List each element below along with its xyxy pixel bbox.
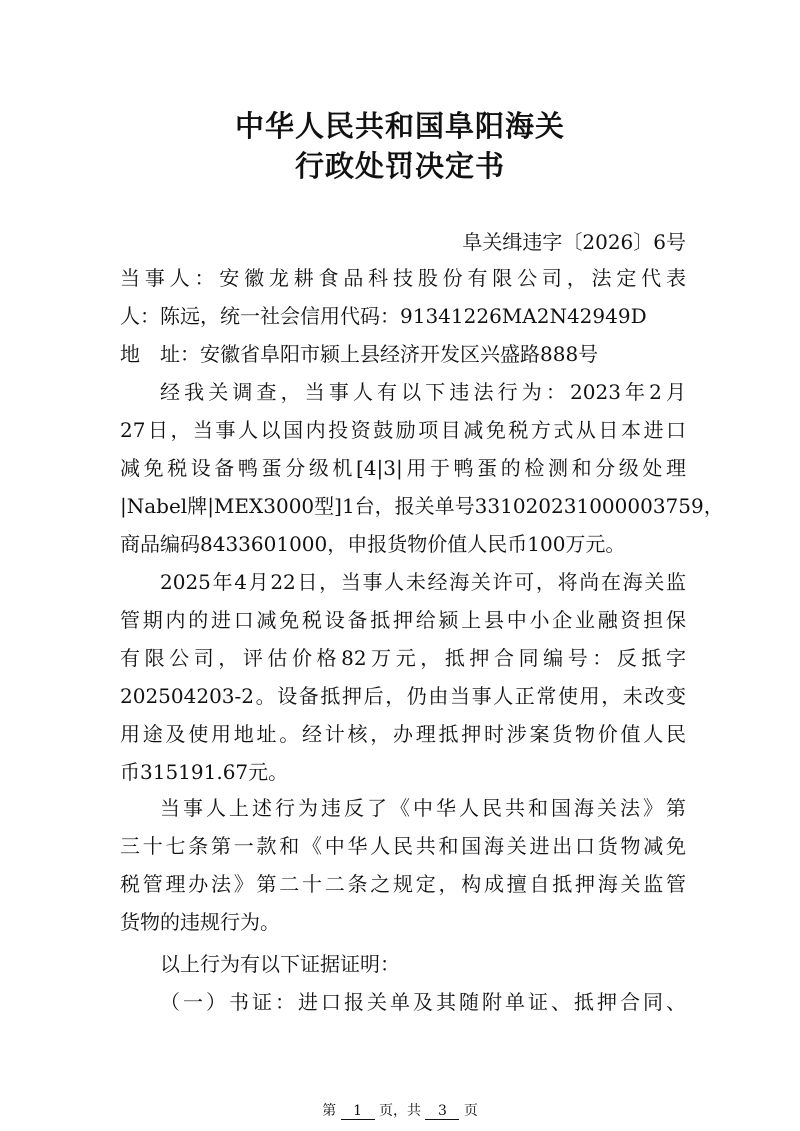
footer-total-pages: 3 xyxy=(425,1103,459,1120)
text-line: 用途及使用地址。经计核，办理抵押时涉案货物价值人民 xyxy=(120,722,686,746)
footer-prefix: 第 xyxy=(322,1103,337,1119)
text-line: 2025年4月22日，当事人未经海关许可，将尚在海关监 xyxy=(160,570,686,594)
text-line: 税管理办法》第二十二条之规定，构成擅自抵押海关监管 xyxy=(120,872,686,896)
text-line: 地 址：安徽省阜阳市颍上县经济开发区兴盛路888号 xyxy=(120,342,599,366)
text-line: 经我关调查，当事人有以下违法行为：2023年2月 xyxy=(160,380,686,404)
text-line: 商品编码8433601000，申报货物价值人民币100万元。 xyxy=(120,532,626,556)
text-line: |Nabel牌|MEX3000型]1台，报关单号331020231000003759， xyxy=(120,494,724,518)
text-line: （一）书证：进口报关单及其随附单证、抵押合同、 xyxy=(160,990,686,1014)
text-line: 202504203-2。设备抵押后，仍由当事人正常使用，未改变 xyxy=(120,684,686,708)
text-line: 三十七条第一款和《中华人民共和国海关进出口货物减免 xyxy=(120,834,686,858)
text-line: 币315191.67元。 xyxy=(120,760,289,784)
text-line: 当事人：安徽龙耕食品科技股份有限公司，法定代表 xyxy=(120,266,686,290)
text-line: 人：陈远，统一社会信用代码：91341226MA2N42949D xyxy=(120,304,647,328)
footer-page-number: 1 xyxy=(341,1103,375,1120)
text-line: 货物的违规行为。 xyxy=(120,910,280,934)
document-number: 阜关缉违字〔2026〕6号 xyxy=(462,230,686,254)
text-line: 管期内的进口减免税设备抵押给颍上县中小企业融资担保 xyxy=(120,608,686,632)
footer-suffix: 页 xyxy=(463,1103,478,1119)
text-line: 有限公司，评估价格82万元，抵押合同编号：反抵字 xyxy=(120,646,686,670)
text-line: 减免税设备鸭蛋分级机[4|3|用于鸭蛋的检测和分级处理 xyxy=(120,456,686,480)
text-line: 以上行为有以下证据证明： xyxy=(160,952,400,976)
document-title-line-2: 行政处罚决定书 xyxy=(294,149,505,183)
page-footer xyxy=(0,1100,800,1120)
footer-middle: 页，共 xyxy=(379,1103,421,1119)
document-title-line-1: 中华人民共和国阜阳海关 xyxy=(234,109,565,143)
text-line: 27日，当事人以国内投资鼓励项目减免税方式从日本进口 xyxy=(120,418,686,442)
text-line: 当事人上述行为违反了《中华人民共和国海关法》第 xyxy=(160,796,686,820)
